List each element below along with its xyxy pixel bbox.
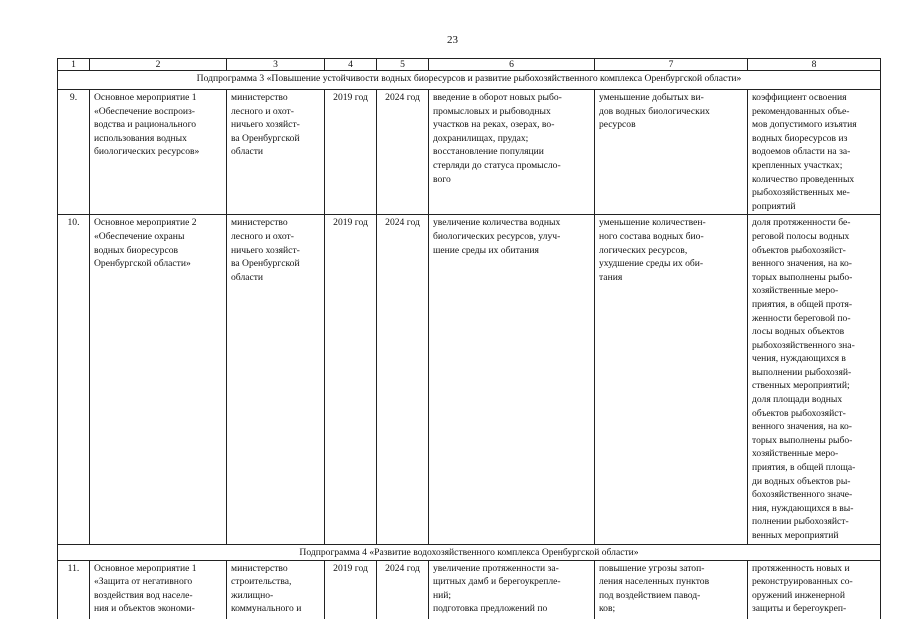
column-header: 4 (325, 59, 377, 71)
executor-cell: министерство лесного и охот- ничьего хозяйст- ва Оренбургской области (227, 90, 325, 215)
result-cell: введение в оборот новых рыбо- промысловых и рыбоводных участков на реках, озерах, во- дохранилищах, прудах; восстановление популяции стерляди до статуса промысло- вого (429, 90, 595, 215)
result-cell: увеличение количества водных биологических ресурсов, улуч- шение среды их обитания (429, 215, 595, 544)
event-cell: Основное мероприятие 2 «Обеспечение охраны водных биоресурсов Оренбургской области» (90, 215, 227, 544)
column-number-row (58, 59, 881, 71)
consequence-cell: уменьшение количествен- ного состава водных био- логических ресурсов, ухудшение среды их оби- тания (595, 215, 748, 544)
table-row (58, 215, 881, 544)
end-year-cell: 2024 год (377, 560, 429, 619)
column-header: 5 (377, 59, 429, 71)
column-header: 7 (595, 59, 748, 71)
end-year-cell: 2024 год (377, 215, 429, 544)
table-row (58, 90, 881, 215)
indicator-cell: коэффициент освоения рекомендованных объе- мов допустимого изъятия водных биоресурсов из водоемов области на за- крепленных участках; количество проведенных рыбохозяйственных ме- роприятий (748, 90, 881, 215)
row-number: 11. (58, 560, 90, 619)
consequence-cell: уменьшение добытых ви- дов водных биологических ресурсов (595, 90, 748, 215)
subprogram-title: Подпрограмма 4 «Развитие водохозяйственного комплекса Оренбургской области» (58, 544, 881, 560)
indicator-cell: протяженность новых и реконструированных со- оружений инженерной защиты и берегоукреп- (748, 560, 881, 619)
subprogram-row (58, 544, 881, 560)
column-header: 6 (429, 59, 595, 71)
subprogram-title: Подпрограмма 3 «Повышение устойчивости водных биоресурсов и развитие рыбохозяйственного комплекса Оренбургской области» (58, 71, 881, 90)
result-cell: увеличение протяженности за- щитных дамб и берегоукрепле- ний; подготовка предложений по (429, 560, 595, 619)
row-number: 10. (58, 215, 90, 544)
start-year-cell: 2019 год (325, 90, 377, 215)
subprogram-row (58, 71, 881, 90)
consequence-cell: повышение угрозы затоп- ления населенных пунктов под воздействием павод- ков; (595, 560, 748, 619)
table-row (58, 560, 881, 619)
column-header: 1 (58, 59, 90, 71)
events-table (57, 58, 881, 619)
executor-cell: министерство строительства, жилищно- коммунального и (227, 560, 325, 619)
start-year-cell: 2019 год (325, 215, 377, 544)
event-cell: Основное мероприятие 1 «Защита от негативного воздействия вод населе- ния и объектов экономи- (90, 560, 227, 619)
start-year-cell: 2019 год (325, 560, 377, 619)
event-cell: Основное мероприятие 1 «Обеспечение воспроиз- водства и рационального использования водных биологических ресурсов» (90, 90, 227, 215)
row-number: 9. (58, 90, 90, 215)
page-number: 23 (447, 34, 458, 46)
column-header: 2 (90, 59, 227, 71)
column-header: 8 (748, 59, 881, 71)
end-year-cell: 2024 год (377, 90, 429, 215)
column-header: 3 (227, 59, 325, 71)
executor-cell: министерство лесного и охот- ничьего хозяйст- ва Оренбургской области (227, 215, 325, 544)
indicator-cell: доля протяженности бе- реговой полосы водных объектов рыбохозяйст- венного значения, на ко- торых выполнены рыбо- хозяйственные меро- приятия, в общей протя- женности береговой по- лосы водных объектов рыбохозяйственного зна- чения, нуждающихся в выполнении рыбохозяй- ственных мероприятий; доля площади водных объектов рыбохозяйст- венного значения, на ко- торых выполнены рыбо- хозяйственные меро- приятия, в общей площа- ди водных объектов ры- бохозяйственного значе- ния, нуждающихся в вы- полнении рыбохозяйст- венных мероприятий (748, 215, 881, 544)
